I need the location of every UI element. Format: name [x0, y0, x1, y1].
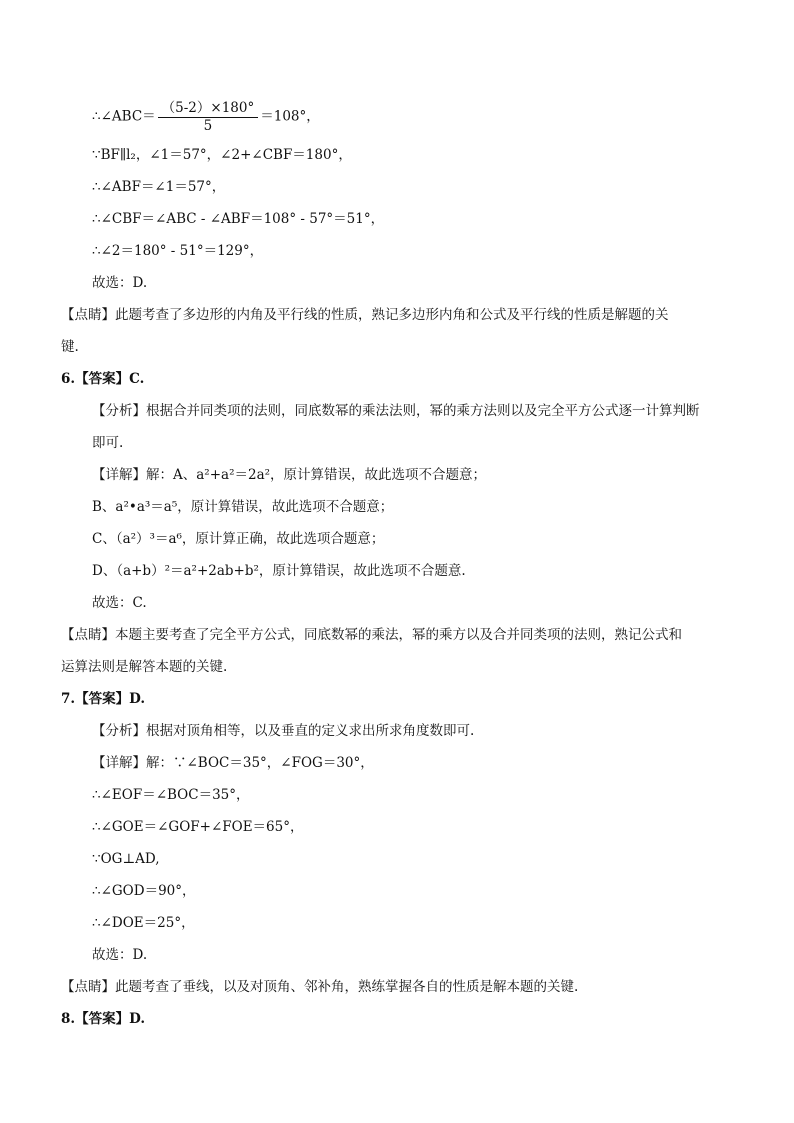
- fraction: [158, 100, 259, 134]
- analysis-line: 【分析】根据合并同类项的法则，同底数幂的乘法法则，幂的乘方法则以及完全平方公式逐一计算判断: [92, 403, 700, 419]
- detail-line: ∴∠DOE＝25°，: [92, 915, 195, 931]
- detail-line: 【详解】解：A、a²+a²＝2a²，原计算错误，故此选项不合题意；: [92, 467, 487, 483]
- detail-line: ∴∠GOD＝90°，: [92, 883, 196, 899]
- formula-suffix: ＝108°，: [260, 108, 320, 125]
- note-line: 键.: [61, 339, 79, 355]
- answer-heading-6: 6.【答案】C.: [61, 371, 145, 387]
- text-line: 故选：C.: [92, 595, 147, 611]
- text-line: ∴∠CBF＝∠ABC - ∠ABF＝108° - 57°＝51°，: [92, 211, 385, 227]
- note-line: 【点睛】本题主要考查了完全平方公式，同底数幂的乘法，幂的乘方以及合并同类项的法则，熟记公式和: [61, 627, 682, 643]
- detail-line: ∴∠GOE＝∠GOF+∠FOE＝65°，: [92, 819, 304, 835]
- detail-line: ∴∠EOF＝∠BOC＝35°，: [92, 787, 250, 803]
- formula-prefix: ∴∠ABC＝: [92, 108, 156, 125]
- detail-line: D、（a+b）²＝a²+2ab+b²，原计算错误，故此选项不合题意.: [92, 563, 466, 579]
- text-line: ∴∠2＝180° - 51°＝129°，: [92, 243, 264, 259]
- note-line: 【点睛】此题考查了垂线，以及对顶角、邻补角，熟练掌握各自的性质是解本题的关键.: [61, 979, 579, 995]
- formula-line-abc: [92, 100, 320, 134]
- text-line: ∴∠ABF＝∠1＝57°，: [92, 179, 226, 195]
- note-line: 【点睛】此题考查了多边形的内角及平行线的性质，熟记多边形内角和公式及平行线的性质是解题的关: [61, 307, 669, 323]
- text-line: 故选：D.: [92, 947, 148, 963]
- analysis-line: 即可.: [92, 435, 124, 451]
- detail-line: B、a²•a³＝a⁵，原计算错误，故此选项不合题意；: [92, 499, 394, 515]
- detail-line: 【详解】解：∵∠BOC＝35°，∠FOG＝30°，: [92, 755, 374, 771]
- text-line: ∵BF∥l₂，∠1＝57°，∠2+∠CBF＝180°，: [92, 147, 352, 163]
- fraction-numerator: （5-2）×180°: [158, 100, 259, 118]
- analysis-line: 【分析】根据对顶角相等，以及垂直的定义求出所求角度数即可.: [92, 723, 475, 739]
- text-line: 故选：D.: [92, 275, 148, 291]
- note-line: 运算法则是解答本题的关键.: [61, 659, 228, 675]
- answer-heading-8: 8.【答案】D.: [61, 1011, 146, 1027]
- detail-line: ∵OG⊥AD,: [92, 851, 160, 867]
- answer-heading-7: 7.【答案】D.: [61, 691, 146, 707]
- fraction-denominator: 5: [203, 118, 213, 134]
- detail-line: C、（a²）³＝a⁶，原计算正确，故此选项合题意；: [92, 531, 385, 547]
